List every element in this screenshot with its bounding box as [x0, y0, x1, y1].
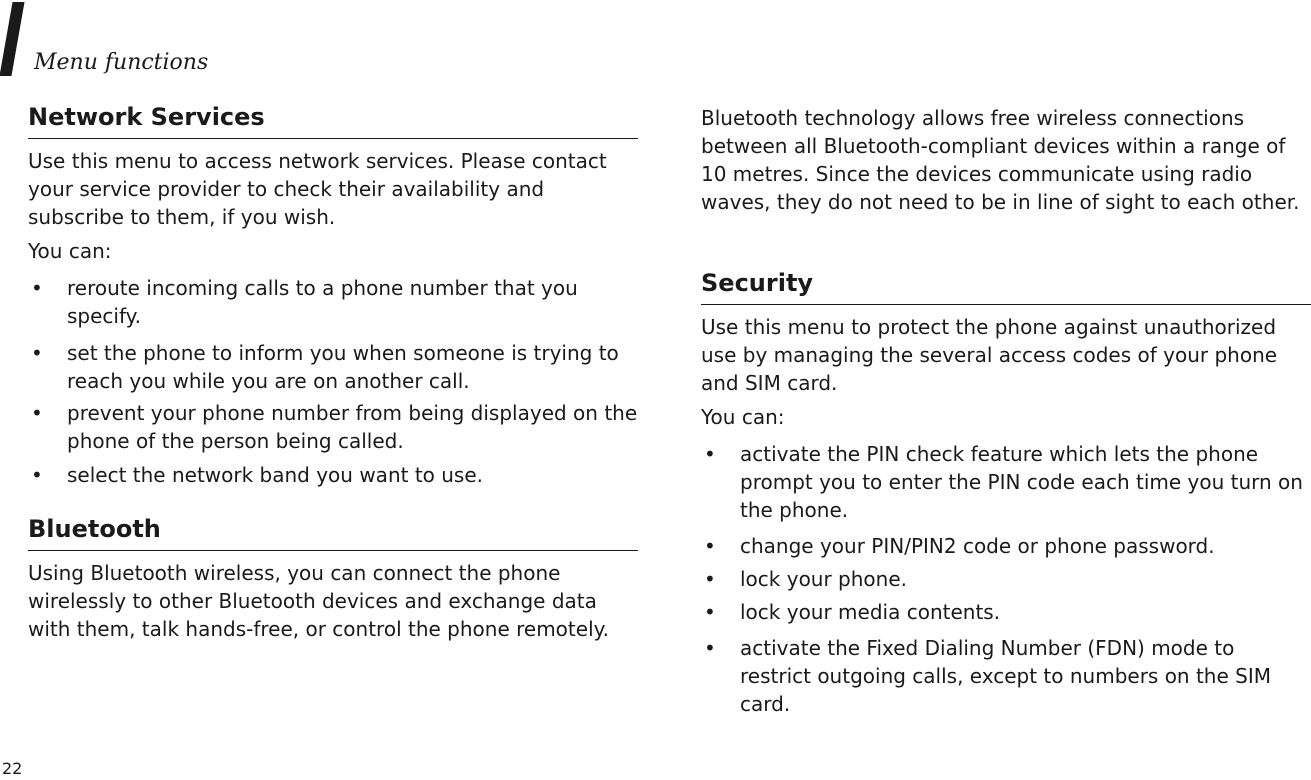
bullet-dot: •: [31, 276, 43, 300]
network-bullet-item: [28, 461, 638, 489]
security-bullet-item: [701, 565, 1311, 593]
bullet-dot: •: [31, 463, 43, 487]
security-bullet-item: [701, 634, 1311, 718]
bullet-dot: •: [704, 600, 716, 624]
network-bullet-item: [28, 399, 638, 455]
bullet-text: lock your media contents.: [740, 600, 1001, 624]
network-services-heading: Network Services: [28, 102, 638, 139]
security-heading: Security: [701, 268, 1311, 305]
bullet-text: prevent your phone number from being displayed on the phone of the person being called.: [67, 401, 638, 453]
bullet-text: set the phone to inform you when someone is trying to reach you while you are on another call.: [67, 341, 619, 393]
security-intro: Use this menu to protect the phone against unauthorized use by managing the several access codes of your phone and SIM card.: [701, 315, 1278, 395]
security-bullet-item: [701, 598, 1311, 626]
network-services-you-can: You can:: [28, 239, 112, 263]
security-bullet-item: [701, 440, 1311, 524]
security-you-can: You can:: [701, 405, 785, 429]
bullet-text: select the network band you want to use.: [67, 463, 484, 487]
security-bullet-item: [701, 532, 1311, 560]
network-bullet-item: [28, 339, 638, 395]
bullet-dot: •: [31, 341, 43, 365]
bluetooth-more-text: Bluetooth technology allows free wireless connections between all Bluetooth-compliant devices within a range of 10 metres. Since the devices communicate using radio waves, they do not need to be in line of sight to each other.: [701, 106, 1300, 214]
bluetooth-intro: Using Bluetooth wireless, you can connect the phone wirelessly to other Bluetooth devices and exchange data with them, talk hands-free, or control the phone remotely.: [28, 561, 609, 641]
bullet-dot: •: [704, 442, 716, 466]
page-number: 22: [2, 759, 23, 778]
bullet-text: change your PIN/PIN2 code or phone password.: [740, 534, 1215, 558]
bullet-dot: •: [704, 636, 716, 660]
bullet-text: reroute incoming calls to a phone number that you specify.: [67, 276, 578, 328]
page-header-title: Menu functions: [34, 50, 209, 75]
bullet-text: activate the PIN check feature which lets the phone prompt you to enter the PIN code each time you turn on the phone.: [740, 442, 1303, 522]
header-bar-decoration: [0, 2, 25, 76]
network-services-intro: Use this menu to access network services. Please contact your service provider to check their availability and subscribe to them, if you wish.: [28, 149, 607, 229]
bullet-text: lock your phone.: [740, 567, 908, 591]
network-bullet-item: [28, 274, 638, 330]
bluetooth-heading: Bluetooth: [28, 514, 638, 551]
bullet-dot: •: [31, 401, 43, 425]
bullet-dot: •: [704, 534, 716, 558]
bullet-text: activate the Fixed Dialing Number (FDN) mode to restrict outgoing calls, except to numbers on the SIM card.: [740, 636, 1271, 716]
bullet-dot: •: [704, 567, 716, 591]
